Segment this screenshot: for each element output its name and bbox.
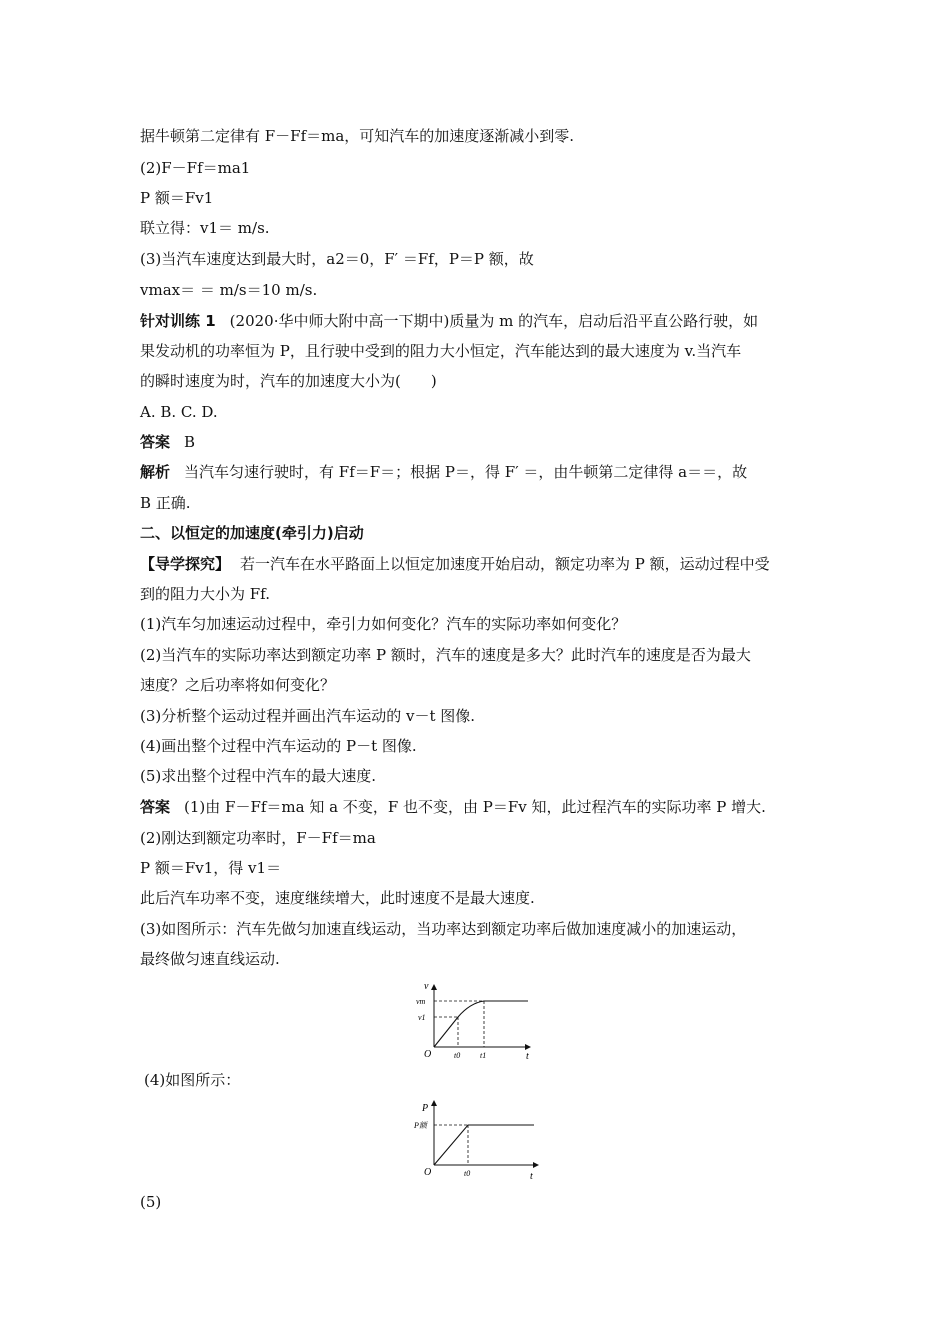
svg-text:t1: t1 <box>480 1051 487 1060</box>
svg-text:O: O <box>424 1167 432 1178</box>
guide-label: 【导学探究】 <box>140 555 231 573</box>
text-line: (2)F－Ff＝ma1 <box>140 159 251 177</box>
text-line: vmax＝ ＝ m/s＝10 m/s. <box>140 281 318 299</box>
answer-line: 答案 B <box>140 433 196 451</box>
question-line: (3)分析整个运动过程并画出汽车运动的 v－t 图像. <box>140 707 476 725</box>
exercise-line: 针对训练 1 (2020·华中师大附中高一下期中)质量为 m 的汽车，启动后沿平直公路行驶，如 <box>140 312 759 330</box>
svg-text:t: t <box>526 1051 529 1062</box>
answer-label: 答案 <box>140 433 171 451</box>
answer-label: 答案 <box>140 798 171 816</box>
question-line: (5)求出整个过程中汽车的最大速度. <box>140 767 377 785</box>
svg-text:t0: t0 <box>464 1169 471 1178</box>
svg-text:P: P <box>422 1103 429 1114</box>
v-t-graph <box>410 975 540 1065</box>
question-line: (4)画出整个过程中汽车运动的 P－t 图像. <box>140 737 417 755</box>
text-line: (3)如图所示：汽车先做匀加速直线运动，当功率达到额定功率后做加速度减小的加速运动， <box>140 920 747 938</box>
svg-text:t0: t0 <box>454 1051 461 1060</box>
svg-text:O: O <box>424 1049 432 1060</box>
text-line: 速度？之后功率将如何变化？ <box>140 676 336 694</box>
text-line: (3)当汽车速度达到最大时，a2＝0，F′ ＝Ff，P＝P 额，故 <box>140 250 534 268</box>
text-line: P 额＝Fv1 <box>140 189 214 207</box>
p-t-graph <box>410 1095 545 1185</box>
guide-line: 【导学探究】 若一汽车在水平路面上以恒定加速度开始启动，额定功率为 P 额，运动过程中受 <box>140 555 770 573</box>
analysis-label: 解析 <box>140 463 171 481</box>
text-line: 此后汽车功率不变，速度继续增大，此时速度不是最大速度. <box>140 889 535 907</box>
svg-text:vm: vm <box>416 997 426 1006</box>
answer-line: 答案 (1)由 F－Ff＝ma 知 a 不变，F 也不变，由 P＝Fv 知，此过程汽车的实际功率 P 增大. <box>140 798 766 816</box>
text-line: (5) <box>140 1193 162 1211</box>
text-line: 到的阻力大小为 Ff. <box>140 585 270 603</box>
question-line: (1)汽车匀加速运动过程中，牵引力如何变化？汽车的实际功率如何变化？ <box>140 615 627 633</box>
text-line: P 额＝Fv1，得 v1＝ <box>140 859 282 877</box>
text-line: (2)刚达到额定功率时，F－Ff＝ma <box>140 829 376 847</box>
text-line: 的瞬时速度为时，汽车的加速度大小为( ) <box>140 372 437 390</box>
text-line: B 正确. <box>140 494 191 512</box>
section-heading: 二、以恒定的加速度(牵引力)启动 <box>140 524 364 542</box>
svg-text:t: t <box>530 1171 533 1182</box>
svg-text:v: v <box>424 981 429 992</box>
power-curve <box>434 1125 534 1165</box>
svg-text:v1: v1 <box>418 1013 426 1022</box>
exercise-label: 针对训练 1 <box>140 312 216 330</box>
text-line: (4)如图所示： <box>144 1071 241 1089</box>
options-line: A. B. C. D. <box>140 403 218 421</box>
text-line: 联立得：v1＝ m/s. <box>140 219 270 237</box>
text-line: 据牛顿第二定律有 F－Ff＝ma，可知汽车的加速度逐渐减小到零. <box>140 127 575 145</box>
analysis-line: 解析 当汽车匀速行驶时，有 Ff＝F＝；根据 P＝，得 F′ ＝，由牛顿第二定律得 a＝＝，故 <box>140 463 748 481</box>
question-line: (2)当汽车的实际功率达到额定功率 P 额时，汽车的速度是多大？此时汽车的速度是否为最大 <box>140 646 751 664</box>
velocity-curve <box>434 1001 528 1047</box>
svg-text:P额: P额 <box>414 1121 427 1130</box>
text-line: 果发动机的功率恒为 P，且行驶中受到的阻力大小恒定，汽车能达到的最大速度为 v.当汽车 <box>140 342 742 360</box>
text-line: 最终做匀速直线运动. <box>140 950 280 968</box>
